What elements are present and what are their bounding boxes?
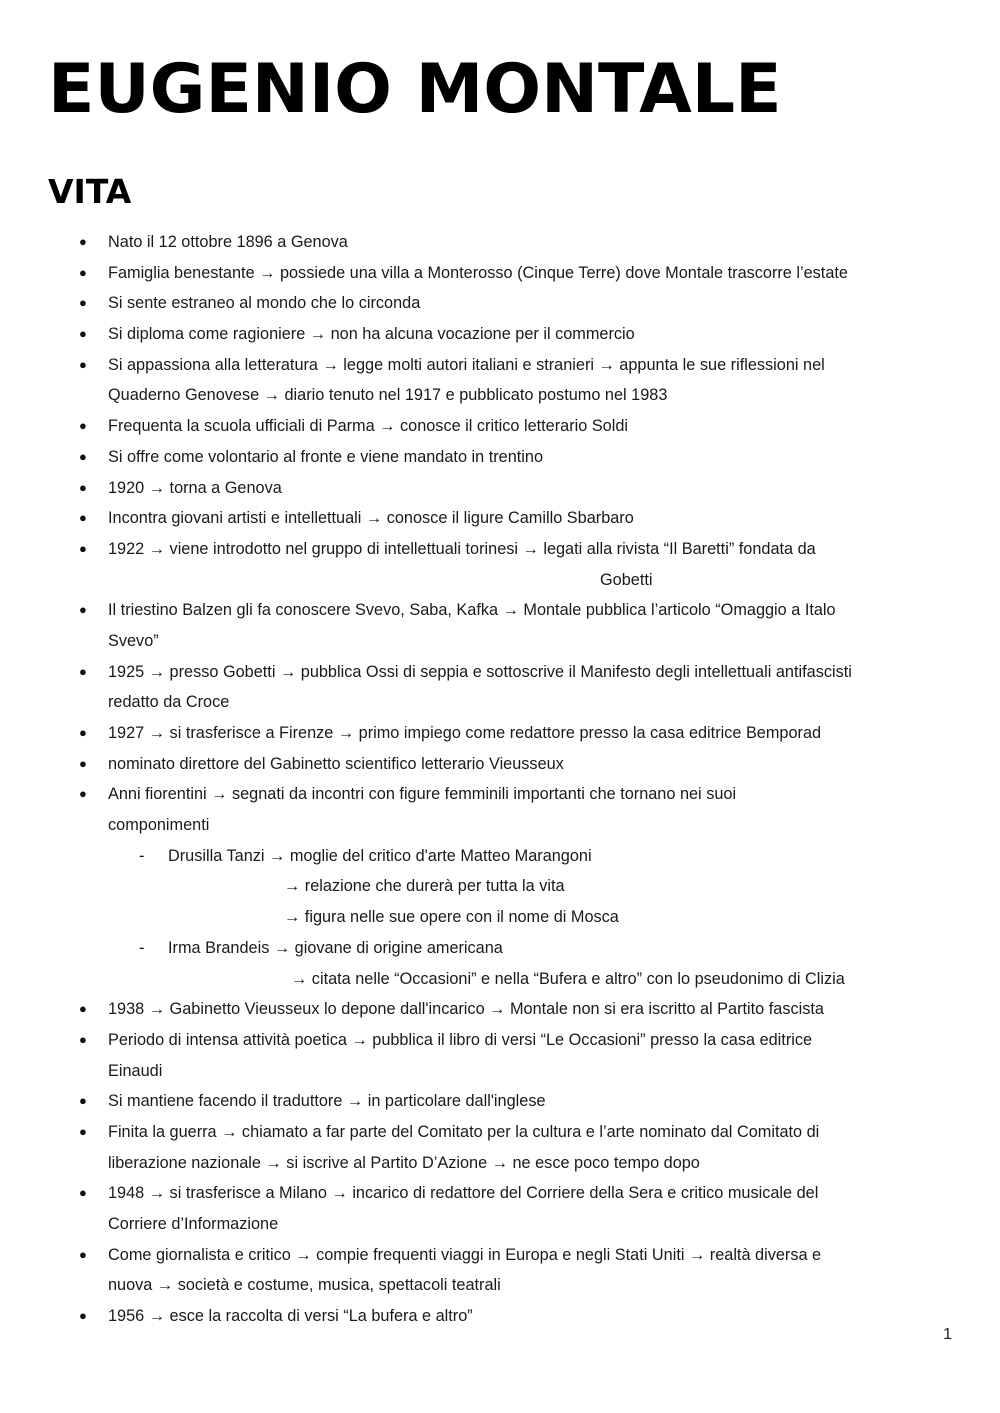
list-item-text: Nato il 12 ottobre 1896 a Genova: [108, 233, 348, 251]
list-item: [0, 1117, 1000, 1148]
list-item-text: Finita la guerra → chiamato a far parte del Comitato per la cultura e l’arte nominato dal Comitato di: [108, 1122, 820, 1141]
list-item-text: Si appassiona alla letteratura → legge molti autori italiani e stranieri → appunta le sue riflessioni nel: [108, 355, 825, 374]
bullet-icon: ●: [79, 326, 87, 342]
list-item-text: Periodo di intensa attività poetica → pubblica il libro di versi “Le Occasioni” presso la casa editrice: [108, 1030, 813, 1049]
bullet-icon: ●: [79, 1308, 87, 1324]
list-item-text: Si diploma come ragioniere → non ha alcuna vocazione per il commercio: [108, 325, 635, 344]
list-item: [0, 994, 1000, 1025]
list-item: [0, 350, 1000, 381]
list-item: [0, 657, 1000, 688]
sub-list-item: [0, 841, 1000, 872]
list-item-text: 1956 → esce la raccolta di versi “La bufera e altro”: [108, 1307, 473, 1326]
bullet-icon: ●: [79, 234, 87, 249]
list-item-continuation: [0, 687, 1000, 718]
bullet-icon: ●: [79, 264, 87, 280]
list-item-text: Anni fiorentini → segnati da incontri con figure femminili importanti che tornano nei suoi: [108, 785, 737, 804]
document-title: EUGENIO MONTALE: [48, 50, 782, 129]
list-item-text: 1925 → presso Gobetti → pubblica Ossi di seppia e sottoscrive il Manifesto degli intellettuali antifascisti: [108, 662, 852, 681]
list-item-text: Come giornalista e critico → compie frequenti viaggi in Europa e negli Stati Uniti → realtà diversa e: [108, 1245, 822, 1264]
list-item: [0, 1025, 1000, 1056]
list-item-continuation: [0, 565, 1000, 596]
list-item-continuation: [0, 1270, 1000, 1301]
bullet-icon: ●: [79, 786, 87, 802]
list-item-text: 1920 → torna a Genova: [108, 478, 282, 497]
list-item: [0, 1301, 1000, 1332]
section-heading: VITA: [48, 172, 132, 211]
bullet-icon: ●: [79, 1246, 87, 1262]
bullet-icon: ●: [79, 356, 87, 372]
list-item-continuation: [0, 1148, 1000, 1179]
bullet-icon: ●: [79, 510, 87, 526]
bullet-icon: ●: [79, 418, 87, 434]
bullet-icon: ●: [79, 602, 87, 618]
list-item-continuation: [0, 626, 1000, 657]
list-item: [0, 411, 1000, 442]
list-item-text: nominato direttore del Gabinetto scientifico letterario Vieusseux: [108, 754, 564, 773]
list-item: [0, 779, 1000, 810]
list-item: [0, 718, 1000, 749]
list-item-text: Corriere d’Informazione: [108, 1215, 279, 1233]
list-item: [0, 534, 1000, 565]
list-item-text: Il triestino Balzen gli fa conoscere Svevo, Saba, Kafka → Montale pubblica l’articolo “Omaggio a Italo: [108, 601, 836, 620]
list-item-text: Svevo”: [108, 631, 159, 650]
list-item-text: liberazione nazionale → si iscrive al Partito D’Azione → ne esce poco tempo dopo: [108, 1153, 700, 1172]
bullet-icon: ●: [79, 1001, 87, 1017]
bullet-icon: ●: [79, 295, 87, 311]
bullet-icon: ●: [79, 540, 87, 556]
list-item: [0, 1240, 1000, 1271]
bullet-icon: ●: [79, 1031, 87, 1047]
list-item-text: Incontra giovani artisti e intellettuali → conosce il ligure Camillo Sbarbaro: [108, 509, 634, 528]
list-item-text: Frequenta la scuola ufficiali di Parma → conosce il critico letterario Soldi: [108, 417, 629, 436]
list-item: [0, 258, 1000, 289]
dash-icon: -: [139, 846, 145, 865]
list-item-continuation: [0, 1056, 1000, 1087]
list-item: [0, 749, 1000, 780]
sub-list-item-text: Drusilla Tanzi → moglie del critico d'arte Matteo Marangoni: [168, 846, 592, 865]
list-item-text: 1938 → Gabinetto Vieusseux lo depone dall'incarico → Montale non si era iscritto al Partito fascista: [108, 1000, 824, 1019]
list-item-continuation: [0, 810, 1000, 841]
list-item: [0, 288, 1000, 319]
list-item: [0, 473, 1000, 504]
sub-list-item: [0, 933, 1000, 964]
sub-list-item-continuation: [0, 964, 1000, 995]
list-item: [0, 595, 1000, 626]
bullet-icon: ●: [79, 663, 87, 679]
list-item-text: redatto da Croce: [108, 693, 230, 712]
page-number: 1: [943, 1326, 952, 1343]
list-item: [0, 227, 1000, 258]
list-item: [0, 503, 1000, 534]
bullet-icon: ●: [79, 725, 87, 740]
list-item: [0, 1178, 1000, 1209]
list-item-text: Gobetti: [600, 570, 653, 589]
list-item-text: 1922 → viene introdotto nel gruppo di intellettuali torinesi → legati alla rivista “Il Baretti” fondata da: [108, 539, 816, 558]
dash-icon: -: [139, 938, 145, 957]
list-item-text: Si sente estraneo al mondo che lo circonda: [108, 294, 421, 313]
bullet-icon: ●: [79, 1123, 87, 1139]
list-item-text: Einaudi: [108, 1061, 163, 1080]
list-item-text: nuova → società e costume, musica, spettacoli teatrali: [108, 1276, 501, 1295]
list-item-continuation: [0, 1209, 1000, 1240]
list-item-text: Si mantiene facendo il traduttore → in particolare dall'inglese: [108, 1092, 546, 1111]
sub-list-item-text: → relazione che durerà per tutta la vita: [284, 877, 565, 896]
list-item: [0, 319, 1000, 350]
list-item-continuation: [0, 380, 1000, 411]
sub-list-item-continuation: [0, 871, 1000, 902]
bullet-icon: ●: [79, 448, 87, 464]
bullet-icon: ●: [79, 1185, 87, 1201]
list-item-text: Quaderno Genovese → diario tenuto nel 1917 e pubblicato postumo nel 1983: [108, 386, 668, 405]
list-item-text: Famiglia benestante → possiede una villa a Monterosso (Cinque Terre) dove Montale trascorre l’estate: [108, 263, 848, 282]
list-item: [0, 1086, 1000, 1117]
bullet-icon: ●: [79, 1093, 87, 1109]
sub-list-item-text: → citata nelle “Occasioni” e nella “Bufera e altro” con lo pseudonimo di Clizia: [291, 969, 845, 988]
list-item-text: componimenti: [108, 816, 210, 835]
sub-list-item-continuation: [0, 902, 1000, 933]
sub-list-item-text: Irma Brandeis → giovane di origine americana: [168, 938, 503, 957]
list-item: [0, 442, 1000, 473]
bullet-icon: ●: [79, 479, 87, 495]
list-item-text: 1927 → si trasferisce a Firenze → primo impiego come redattore presso la casa editrice Bemporad: [108, 724, 822, 742]
bullet-list: [0, 227, 1000, 1332]
bullet-icon: ●: [79, 755, 87, 771]
list-item-text: Si offre come volontario al fronte e viene mandato in trentino: [108, 447, 544, 466]
sub-list-item-text: → figura nelle sue opere con il nome di Mosca: [284, 908, 619, 927]
list-item-text: 1948 → si trasferisce a Milano → incarico di redattore del Corriere della Sera e critico musicale del: [108, 1184, 819, 1203]
